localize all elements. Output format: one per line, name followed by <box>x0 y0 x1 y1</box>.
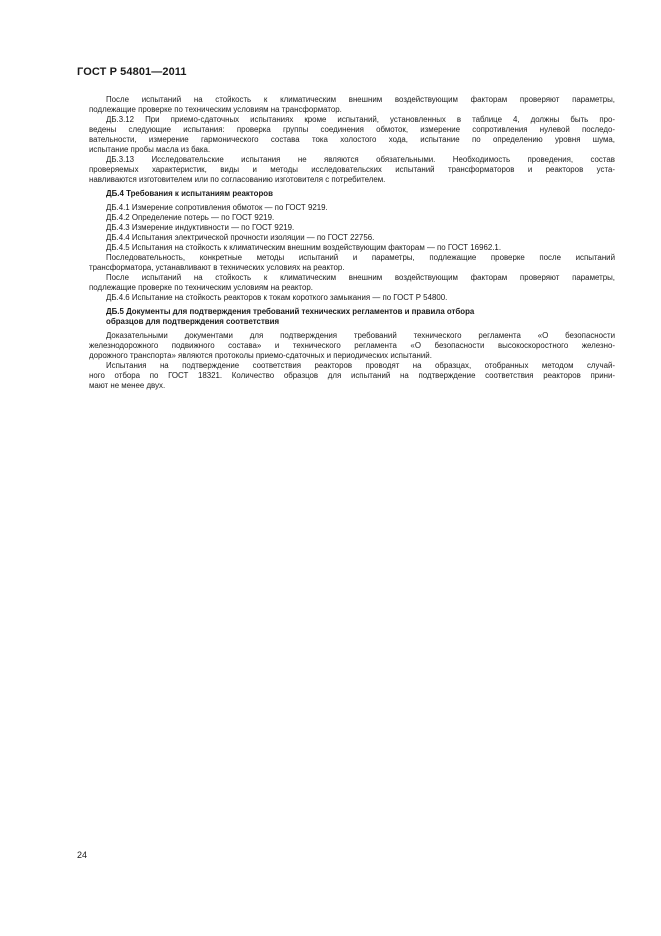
paragraph-line: подлежащие проверке по техническим условиям на трансформатор. <box>89 105 342 114</box>
paragraph-line: Доказательными документами для подтверждения требований технического регламента «О безопасности <box>106 331 615 340</box>
document-header: ГОСТ Р 54801—2011 <box>77 66 187 78</box>
section-heading: образцов для подтверждения соответствия <box>106 317 280 326</box>
paragraph-line: ДБ.4.3 Измерение индуктивности — по ГОСТ 9219. <box>106 223 295 232</box>
paragraph-line: После испытаний на стойкость к климатическим внешним воздействующим факторам проверяют параметры, <box>106 95 615 104</box>
paragraph-line: вательности, измерение гармонического состава тока холостого хода, испытание по определению уровня шума, <box>89 135 615 144</box>
paragraph-line: Испытания на подтверждение соответствия реакторов проводят на образцах, отобранных методом случай- <box>106 361 615 370</box>
paragraph-line: железнодорожного подвижного состава» и технического регламента «О безопасности высокоскоростного железно- <box>89 341 615 350</box>
paragraph-line: мают не менее двух. <box>89 381 166 390</box>
paragraph-line: дорожного транспорта» являются протоколы приемо-сдаточных и периодических испытаний. <box>89 351 432 360</box>
document-body <box>89 95 615 391</box>
paragraph-line: ного отбора по ГОСТ 18321. Количество образцов для испытаний на подтверждение соответствия реакторов прини- <box>89 371 615 380</box>
paragraph-line: Последовательность, конкретные методы испытаний и параметры, подлежащие проверке после испытаний <box>106 253 615 262</box>
paragraph-line: ДБ.4.1 Измерение сопротивления обмоток — по ГОСТ 9219. <box>106 203 328 212</box>
paragraph-line: После испытаний на стойкость к климатическим внешним воздействующим факторам проверяют параметры, <box>106 273 615 282</box>
section-heading: ДБ.5 Документы для подтверждения требований технических регламентов и правила отбора <box>106 307 475 316</box>
paragraph-line: ДБ.4.4 Испытания электрической прочности изоляции — по ГОСТ 22756. <box>106 233 375 242</box>
paragraph-line: ведены следующие испытания: проверка группы соединения обмоток, измерение сопротивления нулевой последо- <box>89 125 615 134</box>
paragraph-line: ДБ.3.13 Исследовательские испытания не являются обязательными. Необходимость проведения, состав <box>106 155 615 164</box>
section-heading: ДБ.4 Требования к испытаниям реакторов <box>106 189 273 198</box>
paragraph-line: ДБ.3.12 При приемо-сдаточных испытаниях кроме испытаний, установленных в таблице 4, должны быть про- <box>106 115 615 124</box>
paragraph-line: подлежащие проверке по техническим условиям на реактор. <box>89 283 313 292</box>
paragraph-line: ДБ.4.5 Испытания на стойкость к климатическим внешним воздействующим факторам — по ГОСТ 16962.1. <box>106 243 502 252</box>
paragraph-line: проверяемых характеристик, виды и методы исследовательских испытаний трансформаторов и реакторов уста- <box>89 165 615 174</box>
paragraph-line: трансформатора, устанавливают в технических условиях на реактор. <box>89 263 345 272</box>
page-number: 24 <box>77 850 88 860</box>
paragraph-line: навливаются изготовителем или по согласованию изготовителя с потребителем. <box>89 175 386 184</box>
paragraph-line: ДБ.4.6 Испытание на стойкость реакторов к токам короткого замыкания — по ГОСТ Р 54800. <box>106 293 448 302</box>
paragraph-line: испытание пробы масла из бака. <box>89 145 211 154</box>
paragraph-line: ДБ.4.2 Определение потерь — по ГОСТ 9219. <box>106 213 275 222</box>
